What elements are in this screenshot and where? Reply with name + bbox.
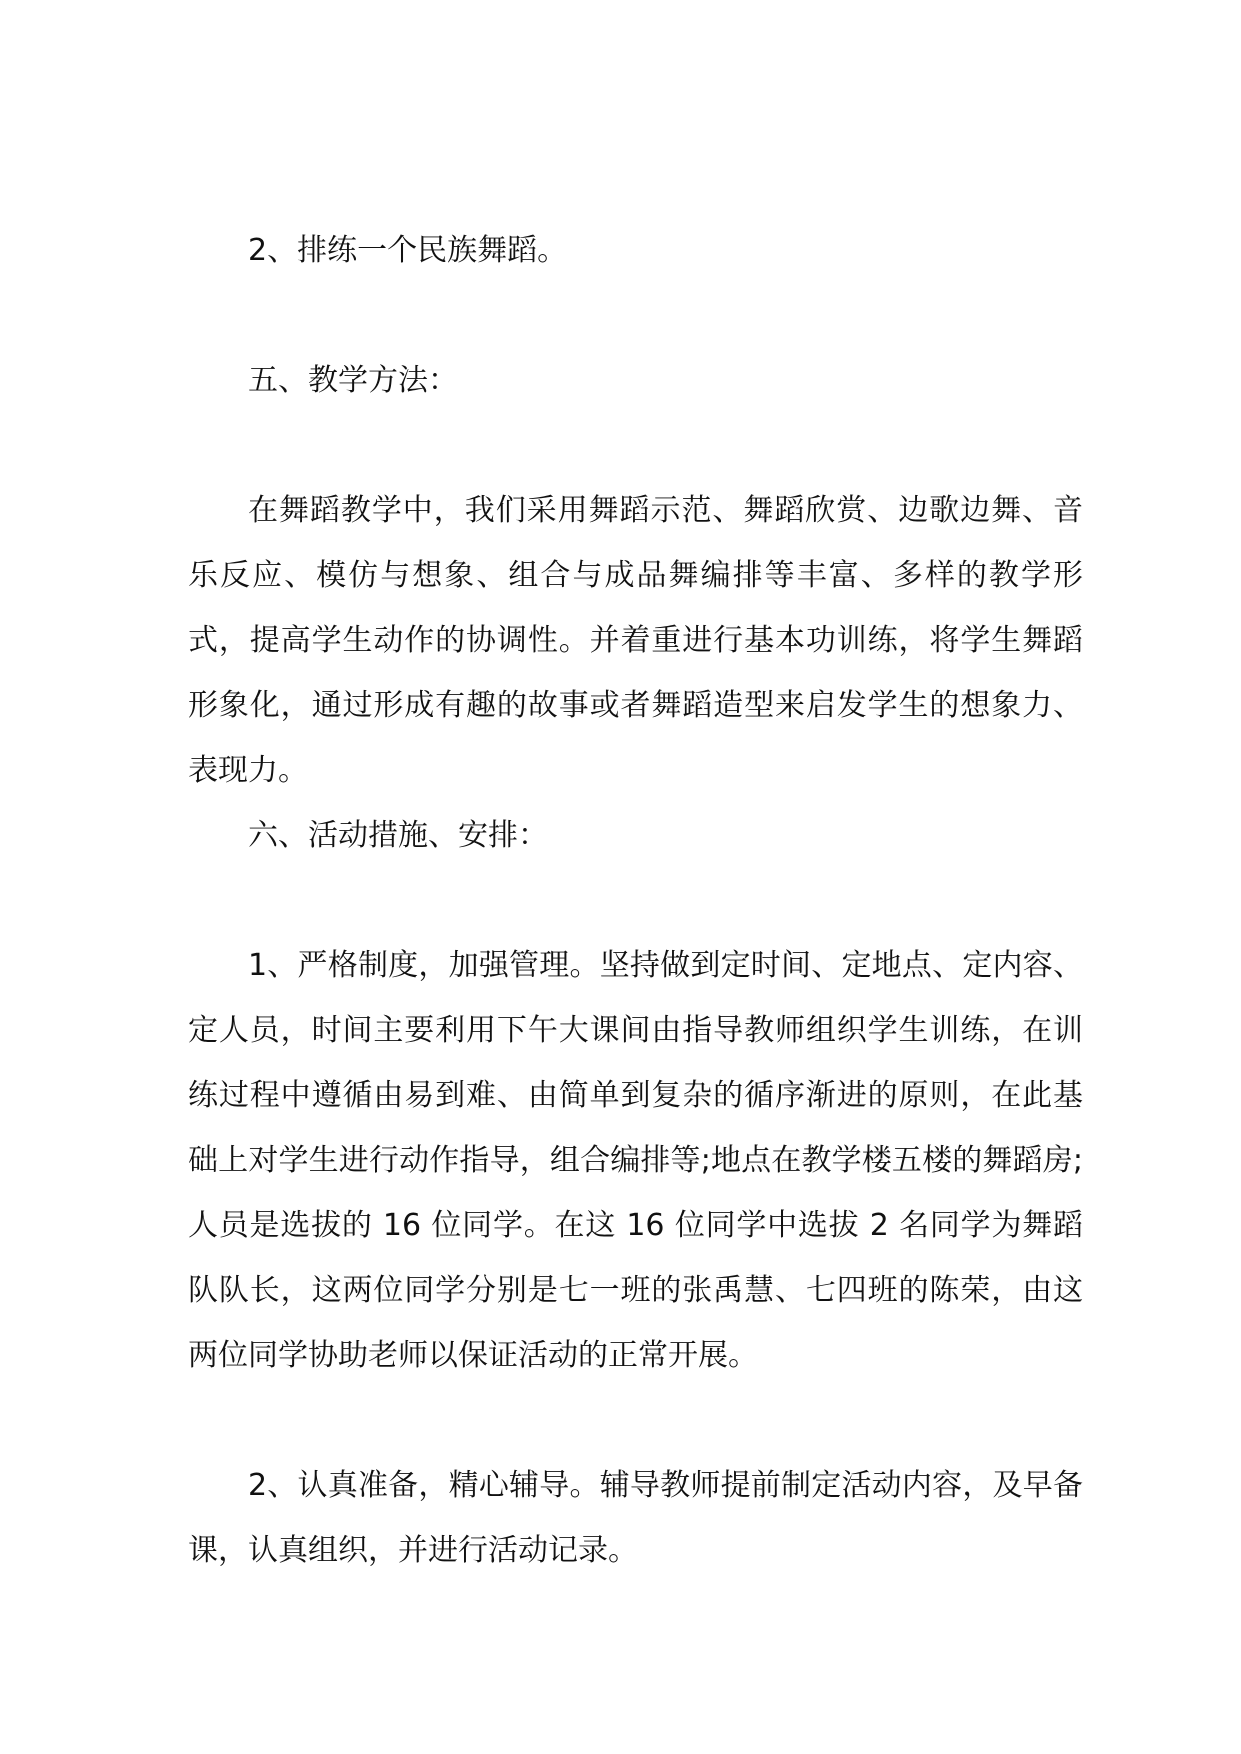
paragraph-careful-preparation: 2、认真准备，精心辅导。辅导教师提前制定活动内容，及早备课，认真组织，并进行活动记录。 bbox=[188, 1468, 1083, 1568]
paragraph-item-2-dance: 2、排练一个民族舞蹈。 bbox=[248, 233, 568, 268]
paragraph-teaching-methods: 在舞蹈教学中，我们采用舞蹈示范、舞蹈欣赏、边歌边舞、音乐反应、模仿与想象、组合与成品舞编排等丰富、多样的教学形式，提高学生动作的协调性。并着重进行基本功训练，将学生舞蹈形象化，通过形成有趣的故事或者舞蹈造型来启发学生的想象力、表现力。 bbox=[188, 493, 1083, 788]
section-heading-teaching-methods: 五、教学方法： bbox=[248, 363, 458, 398]
paragraph-strict-system: 1、严格制度，加强管理。坚持做到定时间、定地点、定内容、定人员，时间主要利用下午大课间由指导教师组织学生训练，在训练过程中遵循由易到难、由简单到复杂的循序渐进的原则，在此基础上对学生进行动作指导，组合编排等;地点在教学楼五楼的舞蹈房;人员是选拔的 16 位同学。在这 16 位同学中选拔 2 名同学为舞蹈队队长，这两位同学分别是七一班的张禹慧、七四班的陈荣，由这两位同学协助老师以保证活动的正常开展。 bbox=[188, 948, 1083, 1373]
section-heading-activity-measures: 六、活动措施、安排： bbox=[248, 818, 548, 853]
